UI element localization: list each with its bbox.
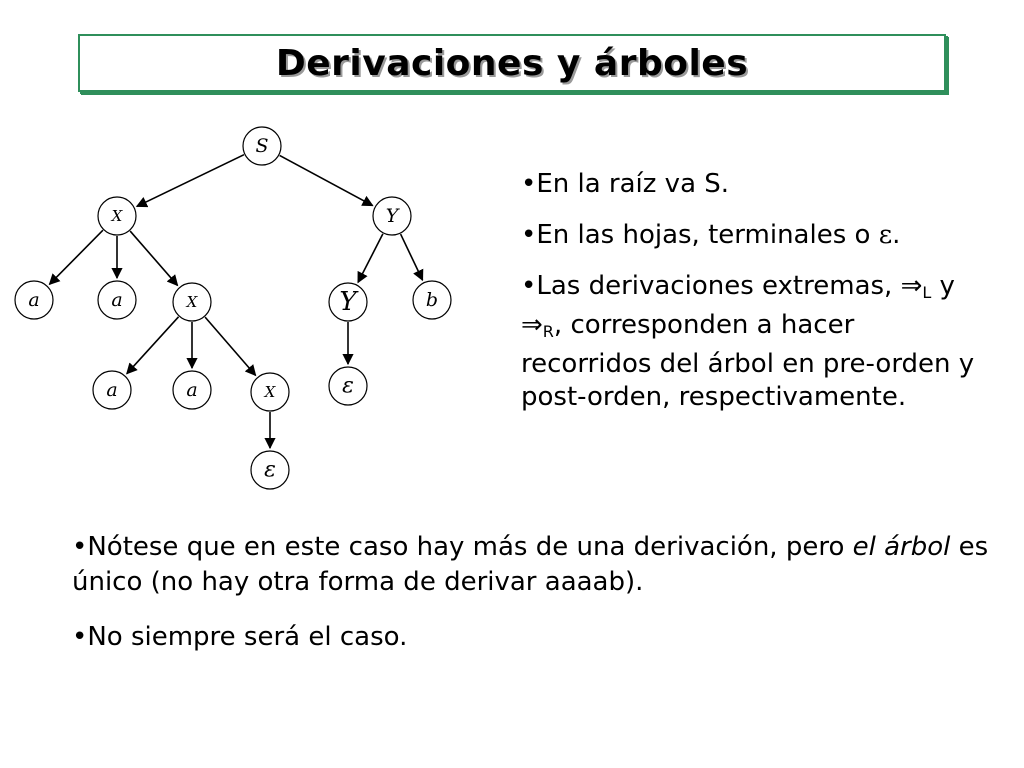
note-unique-tree-text: •Nótese que en este caso hay más de una derivación, pero <box>72 532 853 562</box>
tree-node-e1 <box>329 367 367 405</box>
tree-node-label: X <box>111 207 123 225</box>
tree-node-label: ε <box>342 373 354 399</box>
bullet-leaves-end: . <box>892 220 901 250</box>
bullet-derivations-text: •Las derivaciones extremas, <box>521 271 901 301</box>
tree-node-label: Y <box>385 205 399 227</box>
tree-edge-S-Y1 <box>280 155 373 205</box>
note-italic-term: el árbol <box>852 532 951 562</box>
note-unique-tree-end: es único (no hay otra forma de derivar aaaab). <box>72 532 989 597</box>
tree-node-label: X <box>264 383 276 401</box>
tree-edge-X2-a3 <box>127 317 179 374</box>
tree-node-a2 <box>98 281 136 319</box>
slide-title: Derivaciones y árboles <box>275 42 749 84</box>
bullet-derivations <box>521 270 991 414</box>
tree-edge-Y1-b1 <box>401 234 423 280</box>
tree-node-label: a <box>28 289 40 311</box>
tree-node-S <box>243 127 281 165</box>
tree-node-a3 <box>93 371 131 409</box>
tree-node-label: Y <box>339 287 357 317</box>
bullet-derivations-end: , corresponden a hacer recorridos del árbol en pre-orden y post-orden, respectivamente. <box>521 310 975 412</box>
tree-node-X3 <box>251 373 289 411</box>
tree-node-Y2 <box>329 283 367 321</box>
derivation-tree <box>0 0 500 520</box>
tree-node-label: a <box>186 379 198 401</box>
tree-node-label: b <box>425 289 439 311</box>
note-not-always <box>72 620 1002 655</box>
tree-edge-X2-X3 <box>205 317 255 375</box>
subscript-left: L <box>922 283 932 302</box>
tree-node-X1 <box>98 197 136 235</box>
bullet-leaves-text: •En las hojas, terminales o <box>521 220 879 250</box>
tree-node-label: a <box>111 289 123 311</box>
tree-node-label: ε <box>264 457 276 483</box>
subscript-right: R <box>542 322 554 341</box>
tree-node-a4 <box>173 371 211 409</box>
tree-node-label: a <box>106 379 118 401</box>
tree-edge-X1-X2 <box>130 231 177 285</box>
bullet-list <box>521 168 991 432</box>
derive-arrow-icon: ⇒ <box>521 310 543 340</box>
bullet-root <box>521 168 991 201</box>
tree-edge-S-X1 <box>137 155 244 207</box>
note-unique-tree <box>72 530 1002 600</box>
tree-edge-Y1-Y2 <box>358 234 383 283</box>
bottom-notes <box>72 530 1002 675</box>
bullet-root-text: •En la raíz va S. <box>521 169 730 199</box>
tree-node-X2 <box>173 283 211 321</box>
tree-node-a1 <box>15 281 53 319</box>
tree-node-e2 <box>251 451 289 489</box>
tree-node-label: S <box>255 135 269 157</box>
tree-node-Y1 <box>373 197 411 235</box>
tree-node-b1 <box>413 281 451 319</box>
tree-edge-X1-a1 <box>49 230 102 284</box>
bullet-derivations-mid: y <box>931 271 955 301</box>
tree-node-label: X <box>186 293 198 311</box>
epsilon-symbol: ε <box>878 220 893 250</box>
derive-arrow-icon: ⇒ <box>900 271 923 301</box>
note-not-always-text: •No siempre será el caso. <box>72 622 408 652</box>
bullet-leaves <box>521 219 991 252</box>
